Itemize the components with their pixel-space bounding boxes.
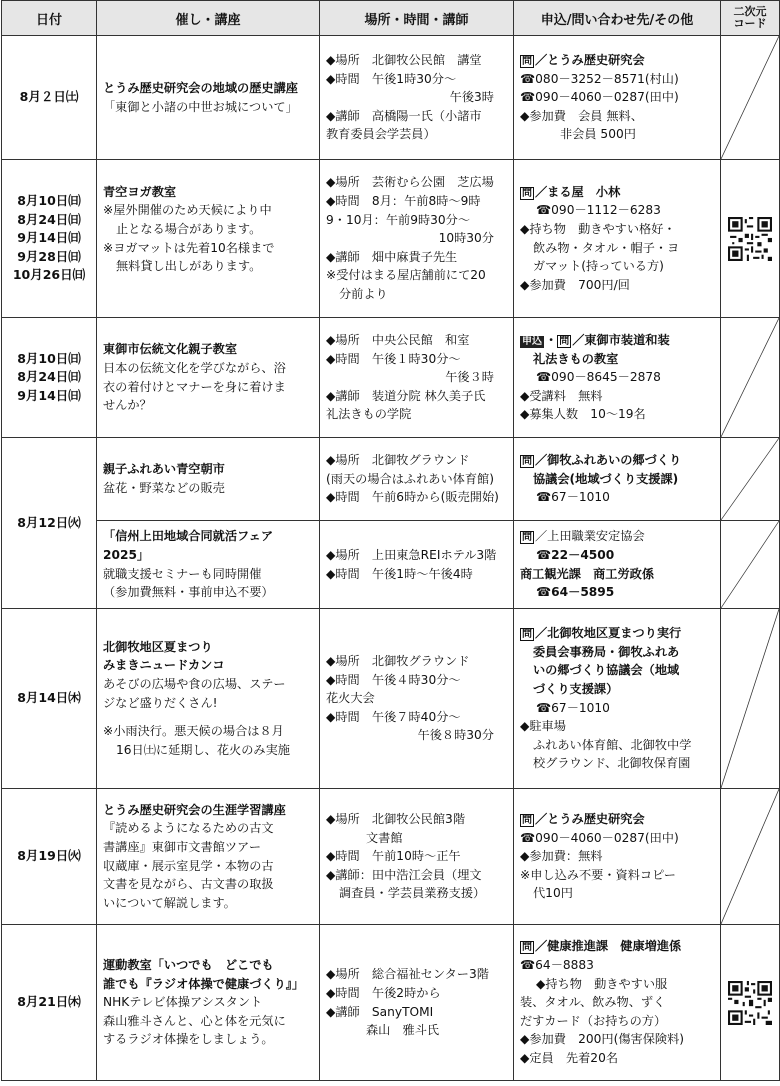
inquiry-mark: 問 <box>522 629 532 641</box>
place-time-lecturer: ◆場所 北御牧公民館3階 文書館 ◆時間 午前10時～正午 ◆講師：田中浩江会員（埋文 調査員・学芸員業務支援） <box>320 789 514 925</box>
header-qr: 二次元 コード <box>721 1 780 36</box>
inquiry-mark: 問 <box>522 56 532 68</box>
event-description: とうみ歴史研究会の生涯学習講座 『読めるようになるための古文 書講座』東御市文書館ツアー 収蔵庫・展示室見学・本物の古 文書を見ながら、古文書の取扱 いについて解説します。 <box>97 789 320 925</box>
event-date: 8月12日㈫ <box>2 438 97 609</box>
qr-code <box>721 925 780 1081</box>
contact-info: 問 ／健康推進課 健康増進係 ☎64－8883 ◆持ち物 動きやすい服 装、タオル、飲み物、ずく だすカード（お持ちの方） ◆参加費 200円(傷害保険料) ◆定員 先着20名 <box>514 925 721 1081</box>
table-row <box>2 521 780 609</box>
inquiry-mark: 問 <box>522 456 532 468</box>
inquiry-mark: 問 <box>559 336 570 348</box>
inquiry-mark: 問 <box>522 942 532 954</box>
event-description: 東御市伝統文化親子教室 日本の伝統文化を学びながら、浴 衣の着付けとマナーを身に着けま せんか？ <box>97 318 320 438</box>
place-time-lecturer: ◆場所 北御牧グラウンド (雨天の場合はふれあい体育館) ◆時間 午前6時から(販売開始) <box>320 438 514 521</box>
inquiry-mark: 問 <box>522 187 532 199</box>
header-contact: 申込/問い合わせ先/その他 <box>514 1 721 36</box>
event-description: とうみ歴史研究会の地域の歴史講座 「東御と小諸の中世お城について」 <box>97 36 320 160</box>
header-place: 場所・時間・講師 <box>320 1 514 36</box>
event-description: 「信州上田地域合同就活フェア 2025」 就職支援セミナーも同時開催 （参加費無料・事前申込不要） <box>97 521 320 609</box>
contact-info: 問 ／御牧ふれあいの郷づくり 協議会(地域づくり支援課) ☎67－1010 <box>514 438 721 521</box>
event-date: 8月２日㈯ <box>2 36 97 160</box>
qr-empty <box>721 789 780 925</box>
table-row <box>2 438 780 521</box>
contact-info: 問 ／まる屋 小林 ☎090－1112－6283 ◆持ち物 動きやすい格好・ 飲み物・タオル・帽子・ヨ ガマット(持っている方) ◆参加費 700円/回 <box>514 160 721 318</box>
table-row <box>2 36 780 160</box>
event-date: 8月10日㈰ 8月24日㈰ 9月14日㈰ 9月28日㈰ 10月26日㈰ <box>2 160 97 318</box>
event-description: 親子ふれあい青空朝市 盆花・野菜などの販売 <box>97 438 320 521</box>
event-description: 北御牧地区夏まつり みまきニュードカンコ あそびの広場や食の広場、ステー ジなど盛りだくさん! ※小雨決行。悪天候の場合は８月 16日㈯に延期し、花火のみ実施 <box>97 609 320 789</box>
header-row <box>2 1 780 36</box>
contact-info: 問 ／北御牧地区夏まつり実行 委員会事務局・御牧ふれあ いの郷づくり協議会（地域 づくり支援課） ☎67－1010 ◆駐車場 ふれあい体育館、北御牧中学 校グラウンド、北御牧保育園 <box>514 609 721 789</box>
place-time-lecturer: ◆場所 上田東急REIホテル3階 ◆時間 午後1時～午後4時 <box>320 521 514 609</box>
qr-code-icon <box>728 217 772 261</box>
event-description: 運動教室「いつでも どこでも 誰でも『ラジオ体操で健康づくり』」 NHKテレビ体操アシスタント 森山雅斗さんと、心と体を元気に するラジオ体操をしましょう。 <box>97 925 320 1081</box>
qr-code-icon <box>728 981 772 1025</box>
table-row <box>2 318 780 438</box>
qr-empty <box>721 609 780 789</box>
table-row <box>2 609 780 789</box>
inquiry-mark: 問 <box>522 532 532 544</box>
place-time-lecturer: ◆場所 北御牧公民館 講堂 ◆時間 午後1時30分～ 午後3時 ◆講師 高橋陽一氏（小諸市 教育委員会学芸員） <box>320 36 514 160</box>
event-date: 8月19日㈫ <box>2 789 97 925</box>
qr-code <box>721 160 780 318</box>
event-description: 青空ヨガ教室 ※屋外開催のため天候により中 止となる場合があります。 ※ヨガマットは先着10名様まで 無料貸し出しがあります。 <box>97 160 320 318</box>
table-row <box>2 925 780 1081</box>
event-date: 8月10日㈰ 8月24日㈰ 9月14日㈰ <box>2 318 97 438</box>
apply-mark: 申込 <box>522 336 542 348</box>
place-time-lecturer: ◆場所 中央公民館 和室 ◆時間 午後１時30分～ 午後３時 ◆講師 装道分院 林久美子氏 礼法きもの学院 <box>320 318 514 438</box>
qr-empty <box>721 318 780 438</box>
place-time-lecturer: ◆場所 芸術むら公園 芝広場 ◆時間 8月：午前8時～9時 9・10月：午前9時30分～ 10時30分 ◆講師 畑中麻貴子先生 ※受付はまる屋店舗前にて20 分前より <box>320 160 514 318</box>
qr-empty <box>721 521 780 609</box>
header-date: 日付 <box>2 1 97 36</box>
table-row <box>2 160 780 318</box>
inquiry-mark: 問 <box>522 815 532 827</box>
event-date: 8月14日㈭ <box>2 609 97 789</box>
header-event: 催し・講座 <box>97 1 320 36</box>
contact-info: 問 ／とうみ歴史研究会 ☎080－3252－8571(村山) ☎090－4060－0287(田中) ◆参加費 会員 無料、 非会員 500円 <box>514 36 721 160</box>
contact-info: 問 ／上田職業安定協会 ☎22－4500 商工観光課 商工労政係 ☎64－5895 <box>514 521 721 609</box>
contact-info: 申込 ・ 問 ／東御市装道和装 礼法きもの教室 ☎090－8645－2878 ◆受講料 無料 ◆募集人数 10～19名 <box>514 318 721 438</box>
contact-info: 問 ／とうみ歴史研究会 ☎090－4060－0287(田中) ◆参加費：無料 ※申し込み不要・資料コピー 代10円 <box>514 789 721 925</box>
events-table <box>1 0 780 1081</box>
qr-empty <box>721 36 780 160</box>
qr-empty <box>721 438 780 521</box>
event-date: 8月21日㈭ <box>2 925 97 1081</box>
table-row <box>2 789 780 925</box>
place-time-lecturer: ◆場所 北御牧グラウンド ◆時間 午後４時30分～ 花火大会 ◆時間 午後７時40分～ 午後８時30分 <box>320 609 514 789</box>
place-time-lecturer: ◆場所 総合福祉センター3階 ◆時間 午後2時から ◆講師 SanyTOMI 森山 雅斗氏 <box>320 925 514 1081</box>
